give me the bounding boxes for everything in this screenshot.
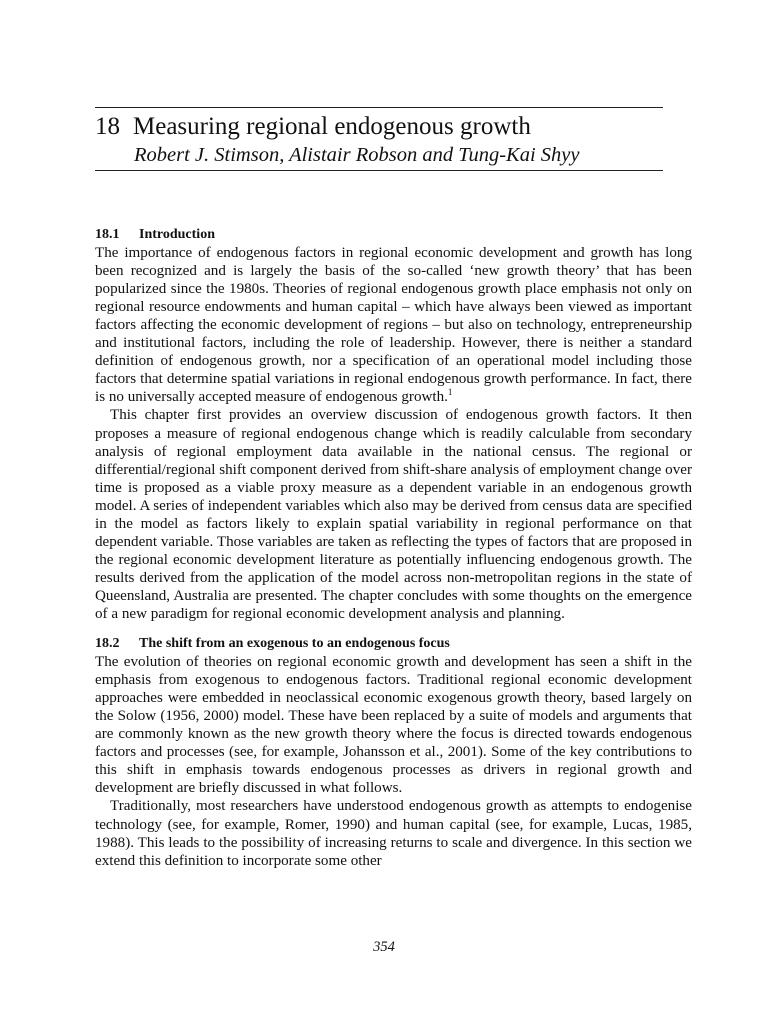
section-number: 18.2 — [95, 636, 120, 652]
section-heading-introduction — [95, 226, 692, 244]
body-text — [95, 226, 692, 870]
chapter-title — [95, 112, 663, 142]
paragraph: The evolution of theories on regional economic growth and development has seen a shift in the emphasis from exogenous to endogenous factors. Traditional regional economic development approaches were embedded in neoclassical economic exogenous growth theory, based largely on the Solow (1956, 2000) model. These have been replaced by a suite of models and arguments that are commonly known as the new growth theory where the focus is directed towards endogenous factors and processes (see, for example, Johansson et al., 2001). Some of the key contributions to this shift in emphasis towards endogenous processes as drivers in regional growth and development are briefly discussed in what follows. — [95, 654, 692, 797]
paragraph-text: The importance of endogenous factors in regional economic development and growth has long been recognized and is largely the basis of the so-called ‘new growth theory’ that has been popularized since the 1980s. Theories of regional endogenous growth place emphasis not only on regional resource endowments and human capital – which have always been viewed as important factors affecting the economic development of regions – but also on technology, entrepreneurship and institutional factors, including the role of leadership. However, there is neither a standard definition of endogenous growth, nor a specification of an operational model including those factors that determine spatial variations in regional endogenous growth performance. In fact, there is no universally accepted measure of endogenous growth. — [95, 245, 692, 406]
chapter-authors: Robert J. Stimson, Alistair Robson and Tung-Kai Shyy — [134, 144, 580, 166]
section-heading-shift — [95, 635, 692, 653]
paragraph: Traditionally, most researchers have understood endogenous growth as attempts to endogenise technology (see, for example, Romer, 1990) and human capital (see, for example, Lucas, 1985, 1988). This leads to the possibility of increasing returns to scale and divergence. In this section we extend this definition to incorporate some other — [95, 798, 692, 869]
chapter-number: 18 — [95, 113, 120, 140]
title-top-rule — [95, 107, 663, 108]
title-bottom-rule — [95, 170, 663, 171]
paragraph: This chapter first provides an overview discussion of endogenous growth factors. It then proposes a measure of regional endogenous change which is readily calculable from secondary analysis of regional employment data available in the national census. The regional or differential/regional shift component derived from shift-share analysis of employment change over time is proposed as a viable proxy measure as a dependent variable in an endogenous growth model. A series of independent variables which also may be derived from census data are specified in the model as factors likely to explain spatial variability in regional performance on that dependent variable. Those variables are taken as reflecting the types of factors that are proposed in the regional economic development literature as potentially influencing endogenous growth. The results derived from the application of the model across non-metropolitan regions in the state of Queensland, Australia are presented. The chapter concludes with some thoughts on the emergence of a new paradigm for regional economic development analysis and planning. — [95, 407, 692, 622]
paragraph — [95, 244, 692, 406]
section-heading-text: The shift from an exogenous to an endogenous focus — [139, 636, 450, 652]
page-number: 354 — [373, 939, 395, 955]
chapter-title-text: Measuring regional endogenous growth — [133, 113, 531, 140]
footnote-marker[interactable]: 1 — [447, 387, 453, 398]
section-number: 18.1 — [95, 227, 120, 242]
section-gap — [95, 623, 692, 635]
section-heading-text: Introduction — [139, 227, 215, 242]
